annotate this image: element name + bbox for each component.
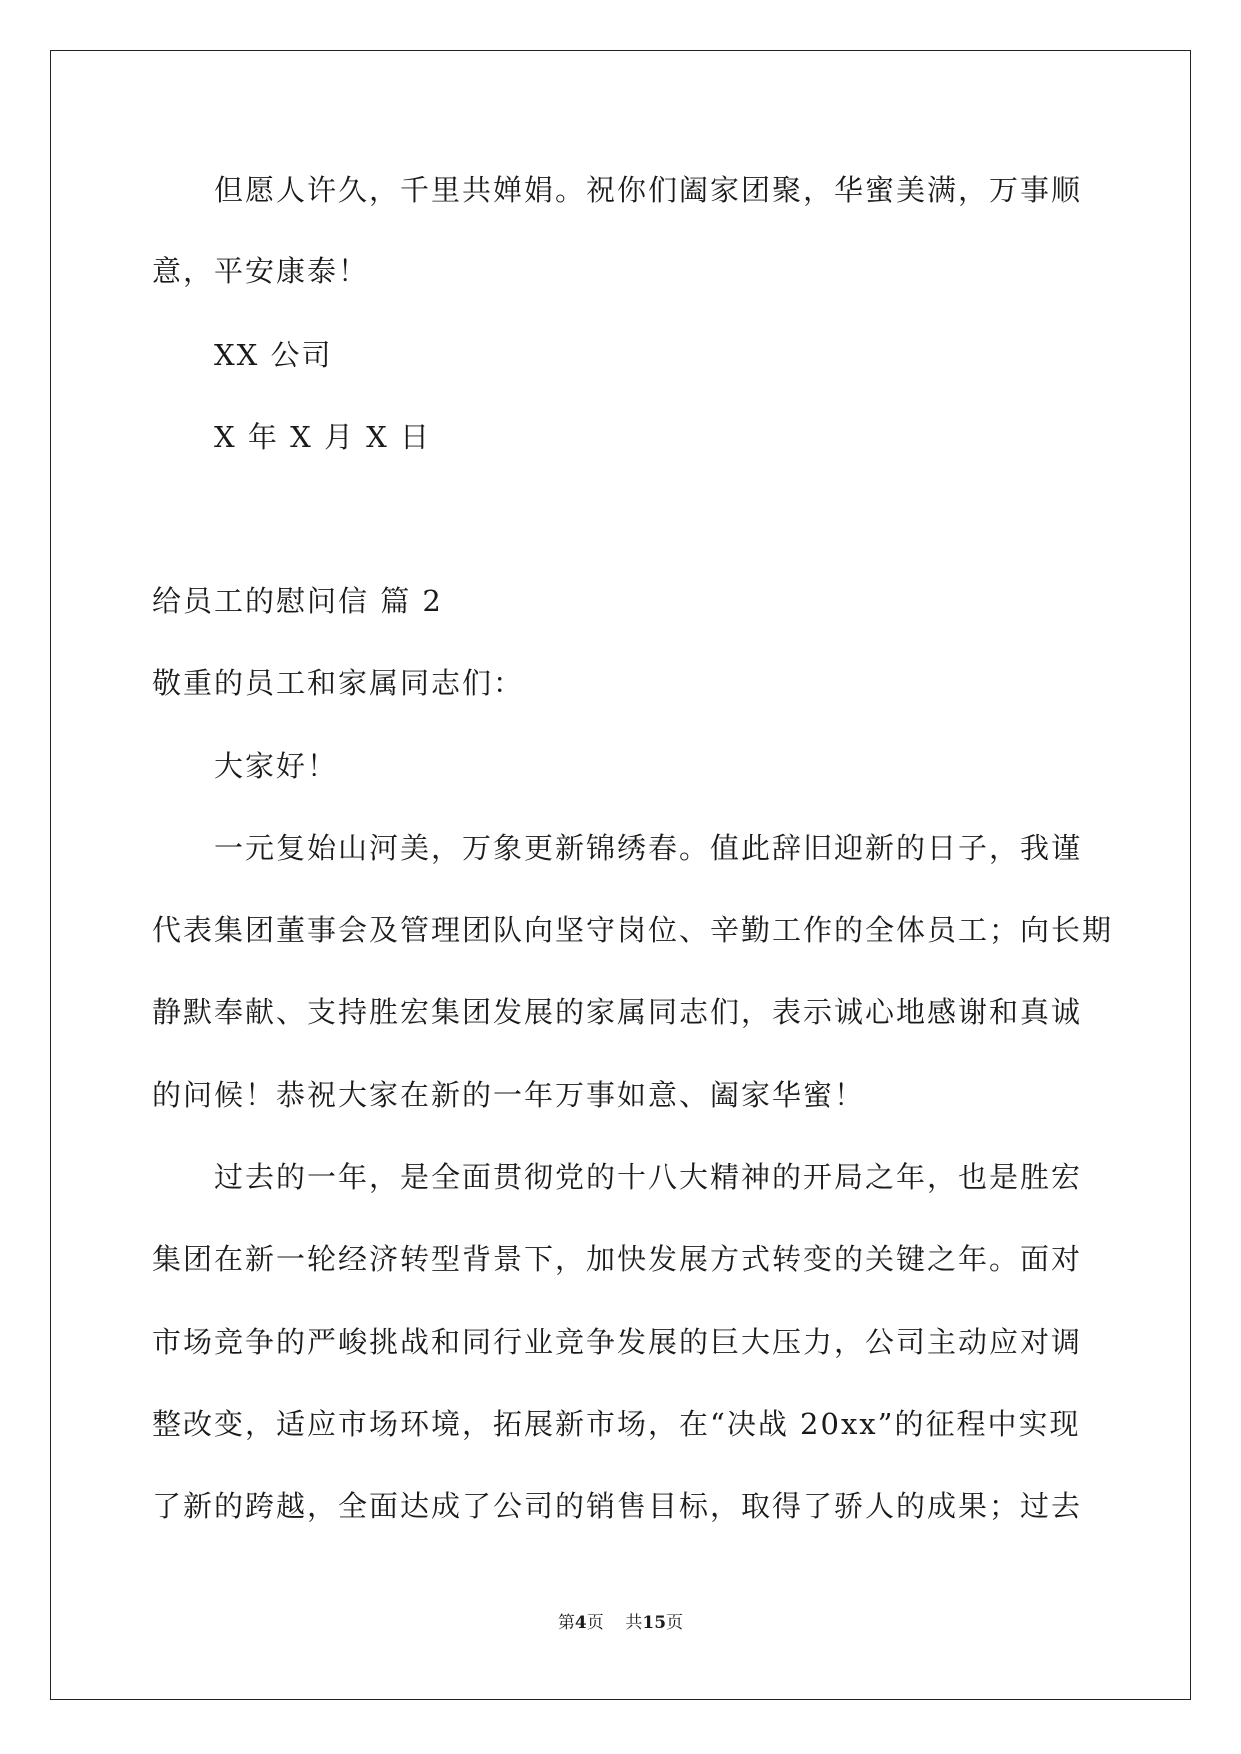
date: X 年 X 月 X 日 xyxy=(214,420,432,454)
paragraph-1-line-2: 代表集团董事会及管理团队向坚守岗位、辛勤工作的全体员工；向长期 xyxy=(152,913,1114,947)
page-footer xyxy=(0,1611,1241,1635)
page-border xyxy=(50,50,1191,1700)
page-prefix: 第 xyxy=(557,1613,575,1633)
paragraph-2-line-5: 了新的跨越，全面达成了公司的销售目标，取得了骄人的成果；过去 xyxy=(152,1489,1083,1523)
paragraph-2-line-3: 市场竞争的严峻挑战和同行业竞争发展的巨大压力，公司主动应对调 xyxy=(152,1325,1083,1359)
paragraph-2-line-4: 整改变，适应市场环境，拓展新市场，在“决战 20xx”的征程中实现 xyxy=(152,1407,1081,1441)
paragraph-1-line-1: 一元复始山河美，万象更新锦绣春。值此辞旧迎新的日子，我谨 xyxy=(214,831,1083,865)
greeting: 大家好！ xyxy=(214,749,339,783)
total-pages: 15 xyxy=(642,1613,667,1633)
paragraph-2-line-2: 集团在新一轮经济转型背景下，加快发展方式转变的关键之年。面对 xyxy=(152,1242,1083,1276)
section-heading: 给员工的慰问信 篇 2 xyxy=(152,584,443,618)
paragraph-1-line-4: 的问候！恭祝大家在新的一年万事如意、阖家华蜜！ xyxy=(152,1078,866,1112)
signature: XX 公司 xyxy=(214,338,333,372)
page-suffix: 页 xyxy=(586,1613,604,1633)
total-prefix: 共 xyxy=(625,1613,643,1633)
closing-line-1: 但愿人许久，千里共婵娟。祝你们阖家团聚，华蜜美满，万事顺 xyxy=(214,173,1083,207)
salutation: 敬重的员工和家属同志们： xyxy=(152,666,525,700)
closing-line-2: 意，平安康泰！ xyxy=(152,254,370,288)
paragraph-1-line-3: 静默奉献、支持胜宏集团发展的家属同志们，表示诚心地感谢和真诚 xyxy=(152,995,1083,1029)
paragraph-2-line-1: 过去的一年，是全面贯彻党的十八大精神的开局之年，也是胜宏 xyxy=(214,1160,1083,1194)
page-number: 4 xyxy=(574,1613,587,1633)
total-suffix: 页 xyxy=(666,1613,684,1633)
